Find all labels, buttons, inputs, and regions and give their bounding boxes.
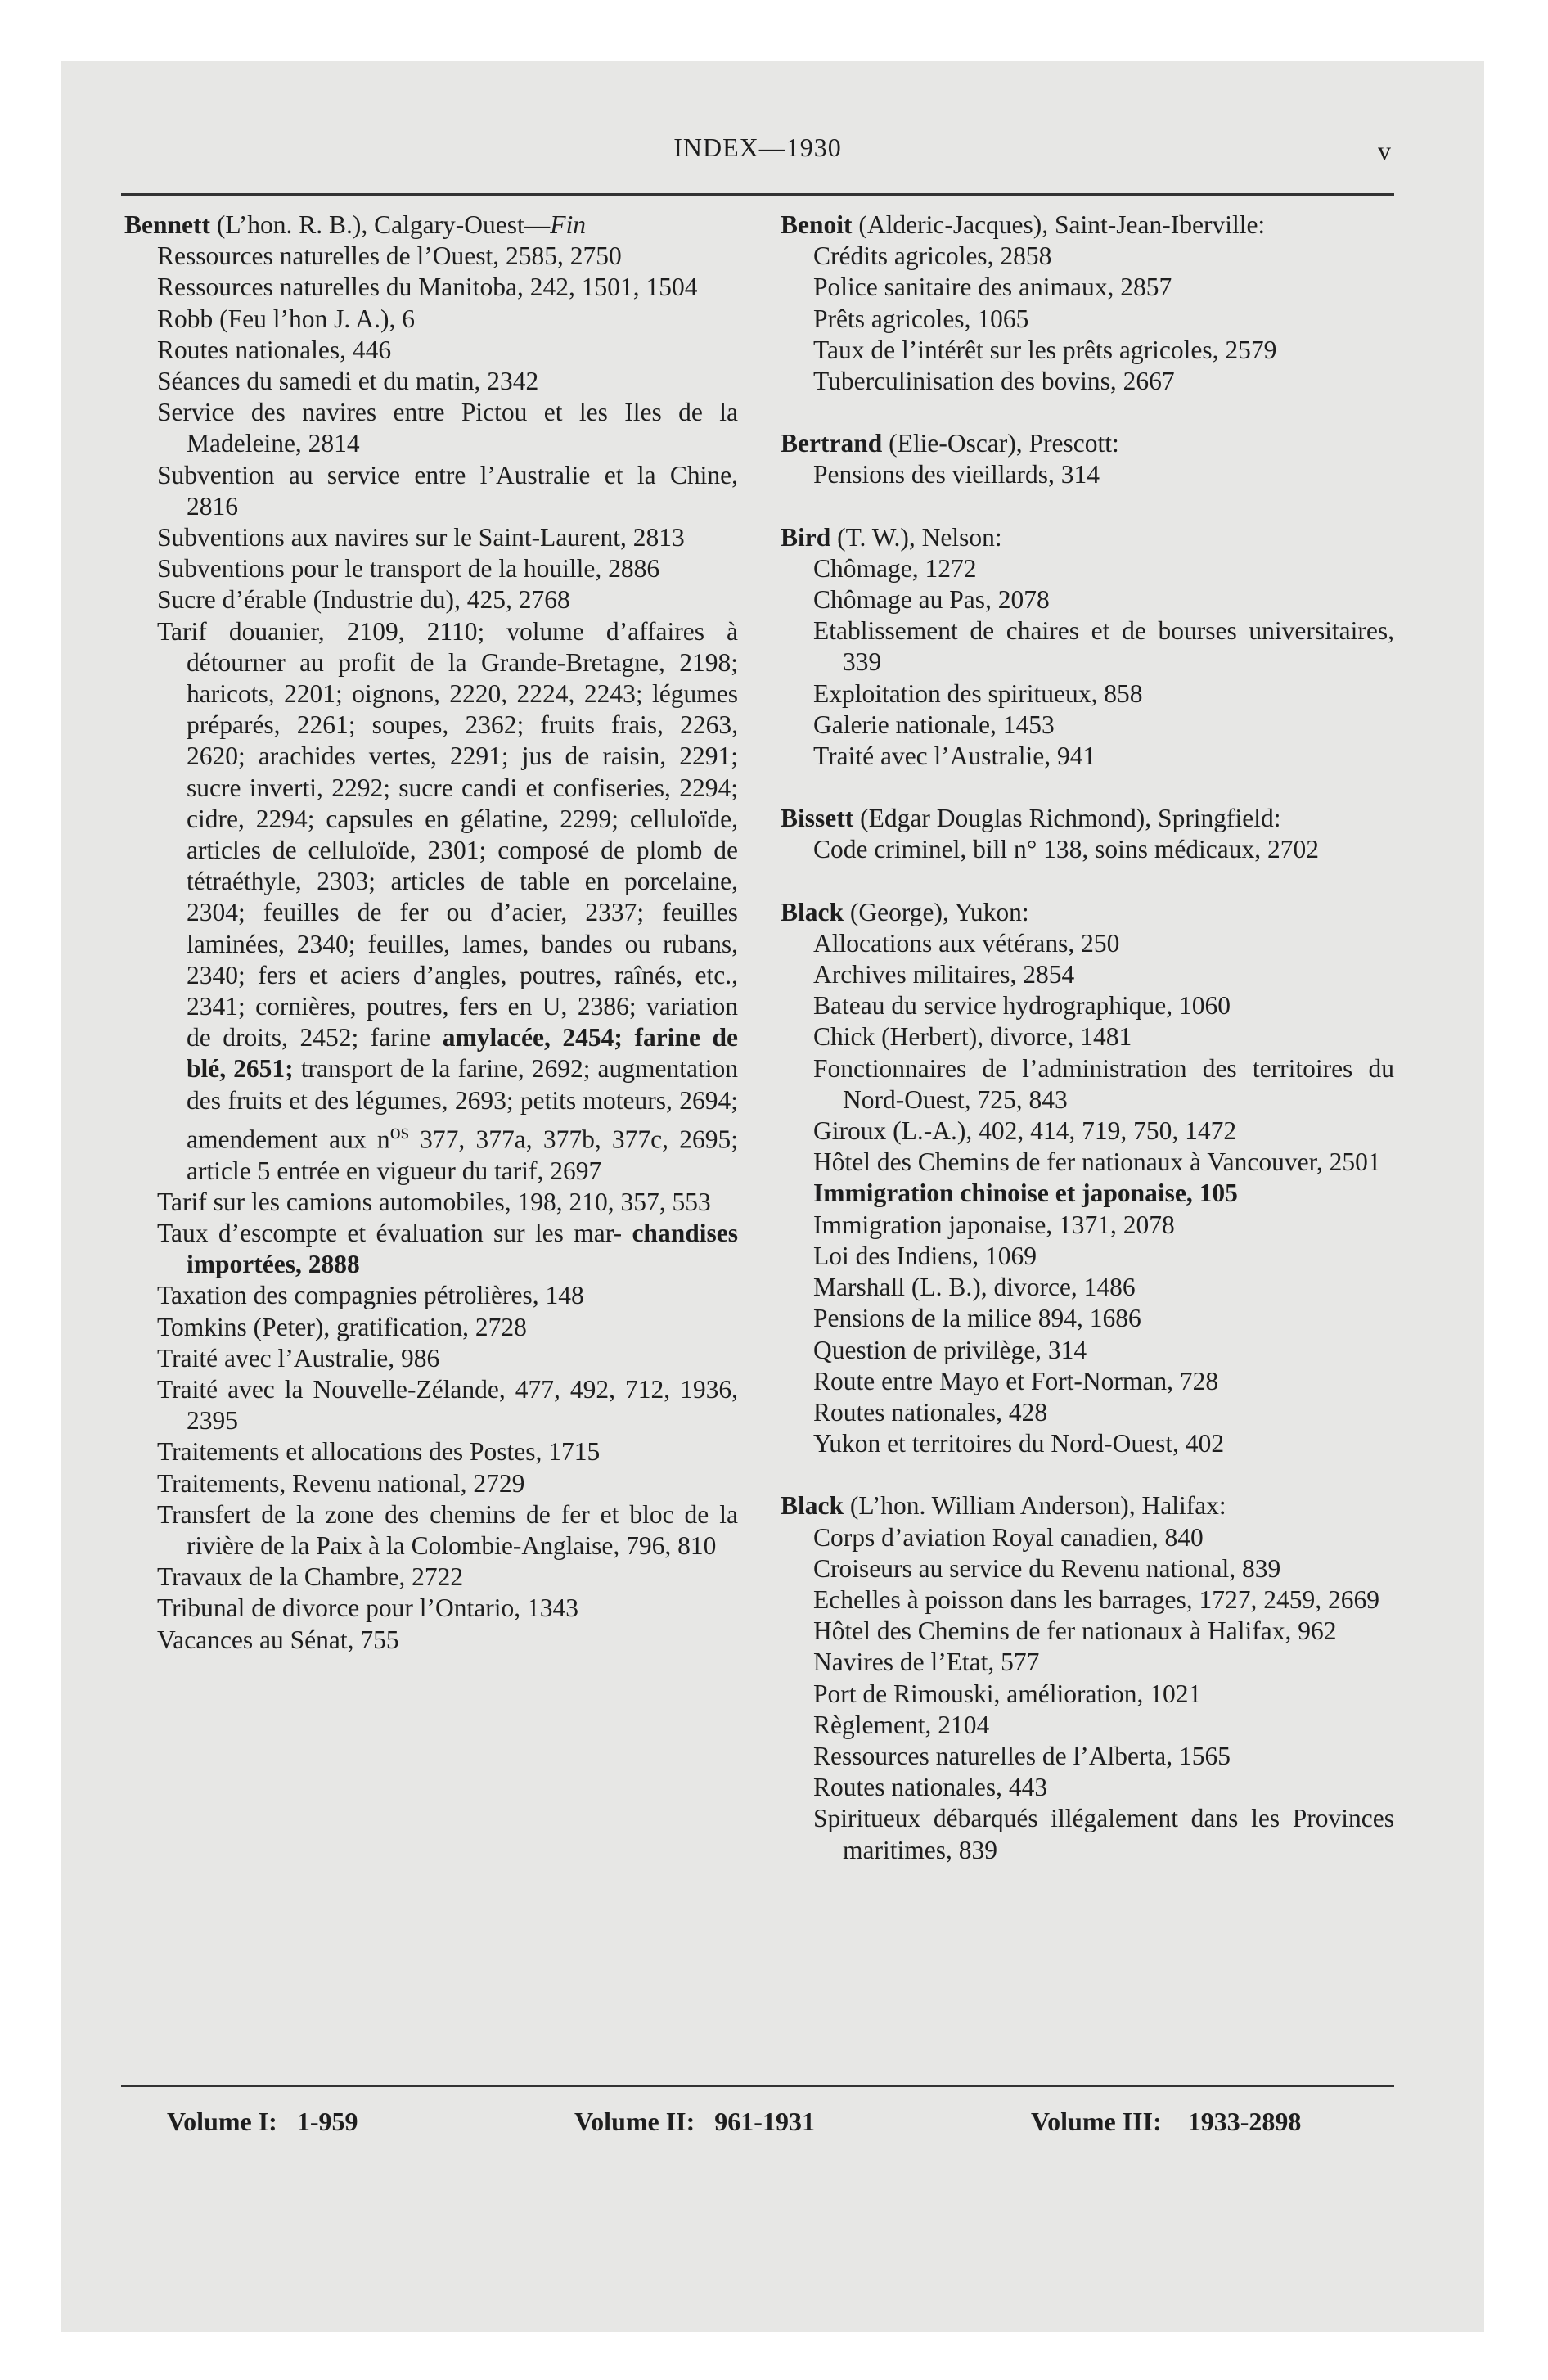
volume-1-label: Volume I: xyxy=(167,2107,277,2136)
index-item: Prêts agricoles, 1065 xyxy=(813,304,1029,333)
tarif-text-a: Tarif douanier, 2109, 2110; volume d’affaires à détourner au profit de la Grande-Bretagne, 2198; haricots, 2201; oignons, 2220, 2224, 2243; légumes préparés, 2261; soupes, 2362; fruits frais, 2263, 2620; arachides vertes, 2291; jus de raisin, 2291; sucre inverti, 2292; sucre candi et confiseries, 2294; cidre, 2294; capsules en gélatine, 2299; celluloïde, articles de celluloïde, 2301; composé de plomb de tétraéthyle, 2303; articles de table en porcelaine, 2304; feuilles de fer ou d’acier, 2337; feuilles laminées, 2340; feuilles, lames, bandes ou rubans, 2340; fers et aciers d’angles, poutres, raînés, etc., 2341; cornières, poutres, fers en U, 2386; variation de droits, 2452; farine xyxy=(157,616,738,1053)
index-item: Chômage, 1272 xyxy=(813,553,977,583)
volume-2-range: 961-1931 xyxy=(714,2107,815,2136)
index-item-tarif-douanier xyxy=(124,616,738,1187)
right-column xyxy=(781,210,1394,1866)
index-item: Giroux (L.-A.), 402, 414, 719, 750, 1472 xyxy=(813,1116,1237,1146)
entry-detail: (T. W.), Nelson: xyxy=(837,522,1002,552)
index-item: Taux de l’intérêt sur les prêts agricoles, 2579 xyxy=(813,335,1277,364)
index-item: Immigration japonaise, 1371, 2078 xyxy=(813,1210,1175,1239)
index-item: Tribunal de divorce pour l’Ontario, 1343 xyxy=(157,1593,578,1623)
index-item-bold: Immigration chinoise et japonaise, 105 xyxy=(813,1179,1238,1208)
index-item: Allocations aux vétérans, 250 xyxy=(813,928,1120,958)
index-item: Code criminel, bill n° 138, soins médicaux, 2702 xyxy=(813,835,1320,864)
index-item: Fonctionnaires de l’administration des territoires du Nord-Ouest, 725, 843 xyxy=(813,1053,1394,1114)
tarif-superscript: os xyxy=(389,1119,409,1143)
entry-name: Bennett xyxy=(124,210,210,239)
index-item: Route entre Mayo et Fort-Norman, 728 xyxy=(813,1366,1219,1395)
header-rule xyxy=(121,193,1394,196)
tarif-text-bold: amylacée, 2454; farine de blé, 2651; xyxy=(187,1023,738,1084)
index-item: Pensions de la milice 894, 1686 xyxy=(813,1304,1141,1333)
index-entry-heading xyxy=(781,897,1394,928)
index-item: Traité avec l’Australie, 986 xyxy=(157,1343,440,1373)
volume-3-label: Volume III: xyxy=(1031,2107,1162,2136)
index-item: Ressources naturelles du Manitoba, 242, 1501, 1504 xyxy=(157,273,698,302)
tarif-text-c: 377, 377a, 377b, 377c, 2695; article 5 entrée en vigueur du tarif, 2697 xyxy=(187,1125,738,1185)
entry-detail: (Edgar Douglas Richmond), Springfield: xyxy=(860,804,1281,833)
entry-detail: (L’hon. R. B.), Calgary-Ouest— xyxy=(216,210,551,239)
index-item: Port de Rimouski, amélioration, 1021 xyxy=(813,1679,1202,1708)
index-item: Routes nationales, 428 xyxy=(813,1397,1048,1427)
index-item: Loi des Indiens, 1069 xyxy=(813,1241,1037,1270)
entry-spacer xyxy=(781,866,1394,897)
entry-spacer xyxy=(781,491,1394,522)
volume-2 xyxy=(574,2107,815,2137)
left-column xyxy=(124,210,738,1656)
index-item: Ressources naturelles de l’Ouest, 2585, 2750 xyxy=(157,241,622,271)
entry-name: Benoit xyxy=(781,210,853,239)
entry-detail: (Elie-Oscar), Prescott: xyxy=(889,429,1119,458)
index-item: Taxation des compagnies pétrolières, 148 xyxy=(157,1281,584,1310)
page-number: v xyxy=(1378,136,1391,165)
index-item: Séances du samedi et du matin, 2342 xyxy=(157,367,539,396)
index-item: Chick (Herbert), divorce, 1481 xyxy=(813,1022,1132,1052)
entry-name: Bertrand xyxy=(781,429,883,458)
entry-detail: (L’hon. William Anderson), Halifax: xyxy=(849,1491,1226,1521)
index-entry-heading xyxy=(781,210,1394,241)
index-item: Routes nationales, 443 xyxy=(813,1773,1048,1802)
volume-2-label: Volume II: xyxy=(574,2107,695,2136)
index-item: Robb (Feu l’hon J. A.), 6 xyxy=(157,304,415,333)
index-item: Galerie nationale, 1453 xyxy=(813,710,1055,739)
index-item: Traitements, Revenu national, 2729 xyxy=(157,1468,525,1498)
index-item: Traité avec la Nouvelle-Zélande, 477, 492, 712, 1936, 2395 xyxy=(157,1375,738,1436)
index-item: Ressources naturelles de l’Alberta, 1565 xyxy=(813,1741,1231,1770)
index-item: Yukon et territoires du Nord-Ouest, 402 xyxy=(813,1429,1225,1458)
index-item: Etablissement de chaires et de bourses universitaires, 339 xyxy=(813,616,1394,677)
index-item: Transfert de la zone des chemins de fer et bloc de la rivière de la Paix à la Colombie-Anglaise, 796, 810 xyxy=(157,1499,738,1561)
index-item: Police sanitaire des animaux, 2857 xyxy=(813,273,1172,302)
index-item: Corps d’aviation Royal canadien, 840 xyxy=(813,1522,1204,1552)
index-item: Routes nationales, 446 xyxy=(157,335,392,364)
index-entry-heading xyxy=(781,803,1394,834)
index-item: Exploitation des spiritueux, 858 xyxy=(813,678,1143,708)
index-item: Tarif sur les camions automobiles, 198, 210, 357, 553 xyxy=(157,1187,711,1216)
index-entry-heading xyxy=(124,210,738,241)
index-item: Spiritueux débarqués illégalement dans les Provinces maritimes, 839 xyxy=(813,1804,1394,1864)
index-item: Tuberculinisation des bovins, 2667 xyxy=(813,367,1175,396)
index-item: Bateau du service hydrographique, 1060 xyxy=(813,991,1231,1021)
volume-1 xyxy=(167,2107,358,2137)
index-item: Marshall (L. B.), divorce, 1486 xyxy=(813,1273,1136,1302)
entry-spacer xyxy=(781,772,1394,803)
taux-text-bold: chandises importées, 2888 xyxy=(187,1219,738,1279)
index-page xyxy=(121,124,1394,2285)
entry-name: Bissett xyxy=(781,804,854,833)
index-item: Navires de l’Etat, 577 xyxy=(813,1648,1040,1677)
footer-rule xyxy=(121,2085,1394,2087)
entry-spacer xyxy=(781,397,1394,428)
index-item: Subvention au service entre l’Australie et la Chine, 2816 xyxy=(157,460,738,521)
index-item: Question de privilège, 314 xyxy=(813,1335,1087,1364)
index-item: Règlement, 2104 xyxy=(813,1710,990,1739)
index-item: Sucre d’érable (Industrie du), 425, 2768 xyxy=(157,585,570,615)
index-entry-heading xyxy=(781,522,1394,553)
index-item: Echelles à poisson dans les barrages, 1727, 2459, 2669 xyxy=(813,1584,1379,1614)
taux-text: Taux d’escompte et évaluation sur les mar- xyxy=(157,1219,623,1247)
volume-3 xyxy=(1031,2107,1301,2137)
entry-detail: (George), Yukon: xyxy=(849,897,1029,926)
index-item: Traitements et allocations des Postes, 1715 xyxy=(157,1437,601,1467)
page-title: INDEX—1930 xyxy=(673,133,842,162)
index-item: Hôtel des Chemins de fer nationaux à Halifax, 962 xyxy=(813,1616,1337,1646)
index-item: Subventions aux navires sur le Saint-Laurent, 2813 xyxy=(157,523,685,552)
index-item: Tomkins (Peter), gratification, 2728 xyxy=(157,1312,527,1341)
tarif-text-b: transport de la farine, 2692; augmentation des fruits et des légumes, 2693; petits moteurs, 2694; amendement aux n xyxy=(187,1054,738,1154)
page-header xyxy=(121,133,1394,174)
index-item: Croiseurs au service du Revenu national, 839 xyxy=(813,1553,1281,1583)
index-item: Archives militaires, 2854 xyxy=(813,960,1075,989)
entry-detail-italic: Fin xyxy=(550,210,587,239)
index-item: Subventions pour le transport de la houille, 2886 xyxy=(157,554,660,584)
index-item: Chômage au Pas, 2078 xyxy=(813,585,1050,615)
index-item: Service des navires entre Pictou et les Iles de la Madeleine, 2814 xyxy=(157,398,738,458)
index-item-taux-escompte xyxy=(124,1218,738,1280)
volume-3-range: 1933-2898 xyxy=(1187,2107,1302,2136)
index-entry-heading xyxy=(781,1490,1394,1521)
entry-name: Bird xyxy=(781,522,831,552)
index-item: Crédits agricoles, 2858 xyxy=(813,241,1052,271)
entry-name: Black xyxy=(781,897,844,926)
entry-spacer xyxy=(781,1459,1394,1490)
index-entry-heading xyxy=(781,428,1394,459)
index-item: Hôtel des Chemins de fer nationaux à Vancouver, 2501 xyxy=(813,1147,1381,1177)
index-item: Pensions des vieillards, 314 xyxy=(813,460,1100,489)
index-item: Travaux de la Chambre, 2722 xyxy=(157,1562,464,1592)
index-item: Traité avec l’Australie, 941 xyxy=(813,741,1096,771)
index-item: Vacances au Sénat, 755 xyxy=(157,1625,399,1654)
entry-name: Black xyxy=(781,1491,844,1521)
entry-detail: (Alderic-Jacques), Saint-Jean-Iberville: xyxy=(858,210,1266,239)
volume-1-range: 1-959 xyxy=(296,2107,358,2136)
